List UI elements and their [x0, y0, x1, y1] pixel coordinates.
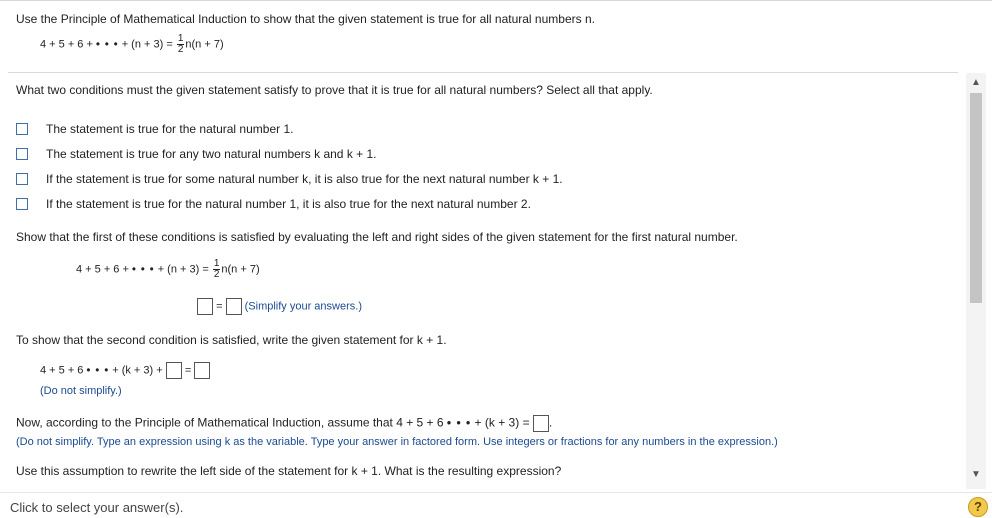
statement-left-end: + (n + 3) =	[121, 38, 173, 51]
factored-form-hint: (Do not simplify. Type an expression using k as the variable. Type your answer in factored form. Use integers or fractions for any numbers in the expression.)	[16, 436, 778, 448]
eq3-dots: • • •	[86, 364, 110, 377]
scroll-up-arrow-icon[interactable]: ▲	[971, 77, 981, 88]
vertical-scrollbar[interactable]	[966, 73, 986, 489]
eq2-left-end: + (n + 3) =	[157, 263, 209, 276]
eq3-equals-sign: =	[184, 364, 192, 377]
eq2-left: 4 + 5 + 6 +	[76, 263, 129, 276]
k-plus-1-sum-answer-box[interactable]	[194, 362, 210, 379]
status-text: Click to select your answer(s).	[10, 500, 184, 515]
eq3-left: 4 + 5 + 6	[40, 364, 84, 377]
top-rule	[0, 0, 992, 1]
question-first-condition: Show that the first of these conditions is satisfied by evaluating the left and right sides of the given statement for the first natural number.	[16, 230, 738, 244]
option-1-label: The statement is true for the natural number 1.	[46, 122, 294, 136]
question-panel	[0, 73, 960, 489]
first-condition-statement	[76, 259, 260, 280]
help-icon[interactable]: ?	[968, 497, 988, 517]
scroll-down-arrow-icon[interactable]: ▼	[971, 469, 981, 480]
simplify-hint: (Simplify your answers.)	[244, 300, 362, 313]
question-conditions: What two conditions must the given statement satisfy to prove that it is true for all natural numbers? Select all that apply.	[16, 83, 653, 97]
assumption-suffix: + (k + 3) =	[474, 415, 530, 430]
question-rewrite-left-side: Use this assumption to rewrite the left side of the statement for k + 1. What is the resulting expression?	[16, 464, 562, 478]
option-4[interactable]	[16, 197, 531, 211]
second-condition-statement	[40, 362, 210, 379]
statement-right: n(n + 7)	[185, 38, 224, 51]
statement-fraction	[177, 34, 185, 55]
eq2-dots: • • •	[131, 263, 155, 276]
scrollbar-thumb[interactable]	[970, 93, 982, 303]
eq2-fraction	[213, 259, 221, 280]
footer-rule	[0, 492, 992, 493]
do-not-simplify-hint: (Do not simplify.)	[40, 385, 122, 397]
fraction-numerator: 1	[177, 33, 184, 44]
equals-sign: =	[216, 300, 223, 313]
option-1-checkbox[interactable]	[16, 123, 28, 135]
option-3-label: If the statement is true for some natural number k, it is also true for the next natural number k + 1.	[46, 172, 563, 186]
induction-assumption	[16, 415, 552, 432]
eq2-right: n(n + 7)	[221, 263, 260, 276]
assumption-dots: • • •	[446, 415, 472, 430]
statement-left: 4 + 5 + 6 +	[40, 38, 93, 51]
fraction-denominator: 2	[177, 44, 184, 55]
option-4-checkbox[interactable]	[16, 198, 28, 210]
assumption-period: .	[548, 415, 553, 430]
option-2-checkbox[interactable]	[16, 148, 28, 160]
option-2[interactable]	[16, 147, 377, 161]
assumption-prefix: Now, according to the Principle of Mathematical Induction, assume that 4 + 5 + 6	[16, 415, 444, 430]
right-side-answer-box[interactable]	[226, 298, 242, 315]
eq2-fraction-denominator: 2	[213, 269, 220, 280]
assumption-answer-box[interactable]	[533, 415, 549, 432]
problem-prompt: Use the Principle of Mathematical Induction to show that the given statement is true for all natural numbers n.	[16, 12, 595, 26]
statement-dots: • • •	[95, 38, 119, 51]
given-statement	[40, 34, 224, 55]
question-second-condition: To show that the second condition is satisfied, write the given statement for k + 1.	[16, 333, 447, 347]
left-side-answer-box[interactable]	[197, 298, 213, 315]
option-4-label: If the statement is true for the natural number 1, it is also true for the next natural number 2.	[46, 197, 531, 211]
option-3-checkbox[interactable]	[16, 173, 28, 185]
option-3[interactable]	[16, 172, 563, 186]
eq3-left-end: + (k + 3) +	[112, 364, 163, 377]
eq2-fraction-numerator: 1	[213, 258, 220, 269]
option-1[interactable]	[16, 122, 293, 136]
first-condition-answer-row	[197, 298, 362, 315]
option-2-label: The statement is true for any two natural numbers k and k + 1.	[46, 147, 377, 161]
next-term-answer-box[interactable]	[166, 362, 182, 379]
